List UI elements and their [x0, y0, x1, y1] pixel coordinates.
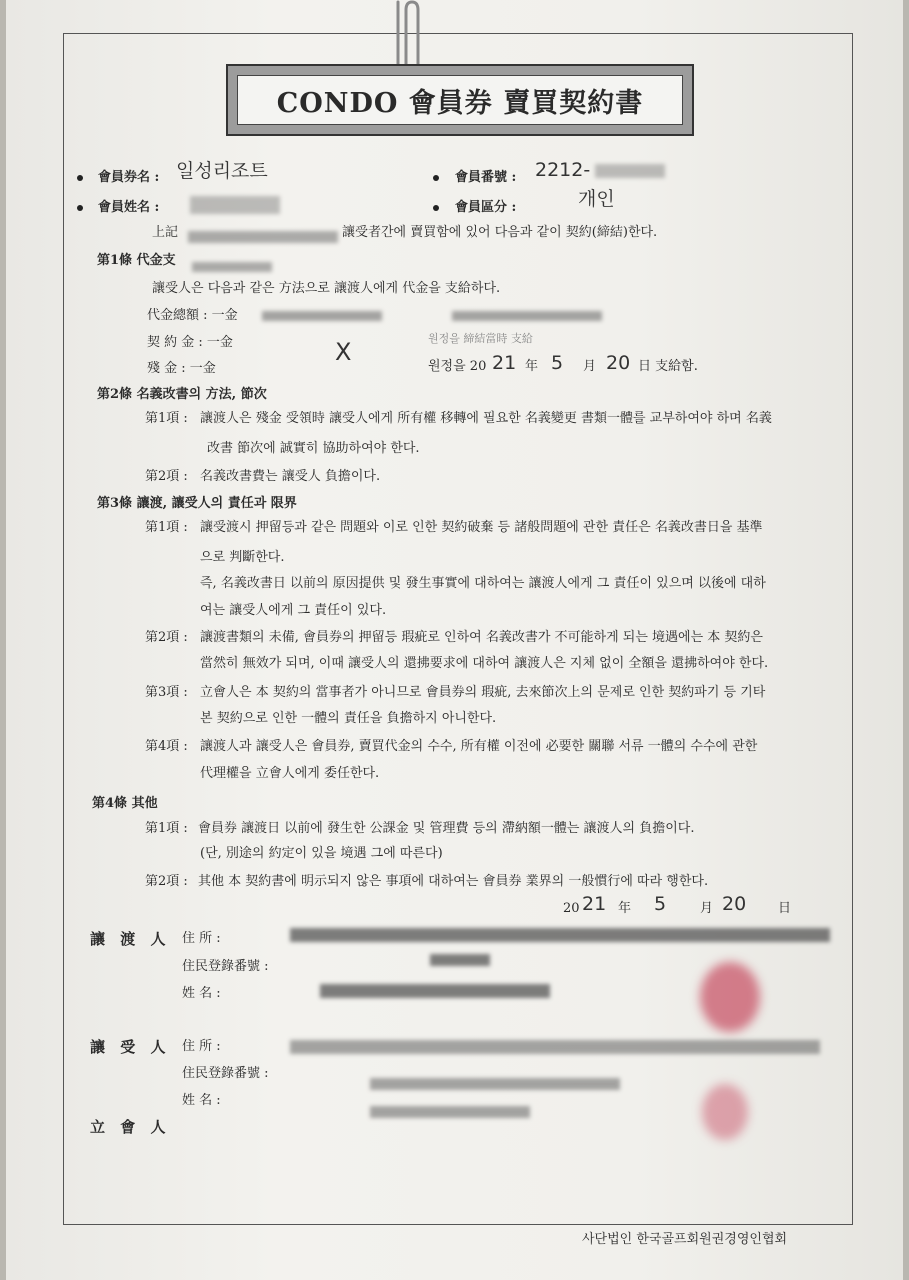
intro-text: 讓受者간에 賣買함에 있어 다음과 같이 契約(締結)한다. [342, 225, 658, 240]
date-year: 21 [582, 893, 607, 915]
balance-label: 殘 金 : 一金 [147, 361, 216, 376]
date-month-unit: 月 [700, 901, 714, 916]
article-1-text: 讓受人은 다음과 같은 方法으로 讓渡人에게 代金을 支給하다. [152, 281, 501, 296]
bullet-icon [77, 205, 83, 211]
buyer-name-label: 姓 名 : [182, 1093, 221, 1108]
seller-label: 讓 渡 人 [90, 930, 171, 948]
deposit-note: 원정을 締結當時 支給 [428, 332, 533, 345]
article-4-p1-line1: 會員券 讓渡日 以前에 發生한 公課金 및 管理費 등의 滯納額一體는 讓渡人의 負擔이다. [198, 821, 695, 836]
buyer-address-label: 住 所 : [182, 1039, 221, 1054]
document-title: CONDO 會員券 賣買契約書 [237, 75, 683, 125]
member-type-label: 會員區分 : [455, 200, 517, 215]
article-4-p1-label: 第1項 : [145, 821, 188, 836]
deposit-label: 契 約 金 : 一金 [147, 335, 233, 350]
title-box [226, 64, 694, 136]
article-3-p4-line2: 代理權을 立會人에게 委任한다. [200, 766, 380, 781]
seller-seal-icon [700, 962, 760, 1032]
buyer-label: 讓 受 人 [90, 1038, 171, 1056]
article-3-p2-line1: 讓渡書類의 未備, 會員券의 押留등 瑕疵로 인하여 名義改書가 不可能하게 되는 境遇에는 本 契約은 [200, 630, 763, 645]
witness-label: 立 會 人 [90, 1118, 171, 1136]
article-3-title: 第3條 讓渡, 讓受人의 責任과 限界 [97, 496, 297, 511]
article-3-p1-label: 第1項 : [145, 520, 188, 535]
article-3-p1-line2: 으로 判斷한다. [200, 550, 285, 565]
buyer-seal-icon [702, 1084, 748, 1140]
article-3-p4-label: 第4項 : [145, 739, 188, 754]
deposit-mark: X [335, 338, 352, 366]
balance-day-unit: 日 支給함. [638, 359, 698, 374]
holder-name-label: 會員姓名 : [98, 200, 160, 215]
issuer-footer: 사단법인 한국골프회원권경영인협회 [582, 1232, 788, 1247]
article-3-p2-label: 第2項 : [145, 630, 188, 645]
bullet-icon [77, 175, 83, 181]
article-2-p1-line1: 讓渡人은 殘金 受領時 讓受人에게 所有權 移轉에 필요한 名義變更 書類一體를 교부하여야 하며 名義 [200, 411, 772, 426]
bullet-icon [433, 205, 439, 211]
balance-text: 원정을 20 [428, 359, 487, 374]
date-day-unit: 日 [778, 901, 792, 916]
balance-month: 5 [551, 352, 564, 374]
article-3-p2-line2: 當然히 無效가 되며, 이때 讓受人의 還拂要求에 대하여 讓渡人은 지체 없이 全額을 還拂하여야 한다. [200, 656, 769, 671]
member-name-label: 會員券名 : [98, 170, 160, 185]
member-no-label: 會員番號 : [455, 170, 517, 185]
article-3-p1-line1: 讓受渡시 押留등과 같은 問題와 이로 인한 契約破棄 등 諸般問題에 관한 責任은 名義改書日을 基準 [200, 520, 763, 535]
article-3-p4-line1: 讓渡人과 讓受人은 會員券, 賣買代金의 수수, 所有權 이전에 必要한 關聯 서류 一體의 수수에 관한 [200, 739, 758, 754]
member-no-value: 2212- [535, 159, 591, 181]
intro-prefix: 上記 [152, 225, 179, 240]
article-2-p1-label: 第1項 : [145, 411, 188, 426]
article-3-p1-line3: 즉, 名義改書日 以前의 原因提供 및 發生事實에 대하여는 讓渡人에게 그 責任이 있으며 以後에 대하 [200, 576, 766, 591]
bullet-icon [433, 175, 439, 181]
article-2-p2-line1: 名義改書費는 讓受人 負擔이다. [200, 469, 381, 484]
balance-year: 21 [492, 352, 517, 374]
article-3-p1-line4: 여는 讓受人에게 그 責任이 있다. [200, 603, 387, 618]
date-prefix: 20 [563, 901, 580, 916]
member-name-value: 일성리조트 [176, 160, 268, 182]
member-type-value: 개인 [578, 188, 615, 210]
article-2-title: 第2條 名義改書의 方法, 節次 [97, 387, 267, 402]
article-4-p2-line1: 其他 本 契約書에 明示되지 않은 事項에 대하여는 會員券 業界의 一般慣行에 따라 행한다. [198, 874, 709, 889]
article-3-p3-label: 第3項 : [145, 685, 188, 700]
balance-day: 20 [606, 352, 631, 374]
balance-month-unit: 月 [583, 359, 597, 374]
article-1-title: 第1條 代金支 [97, 253, 176, 268]
article-3-p3-line2: 본 契約으로 인한 一體의 責任을 負擔하지 아니한다. [200, 711, 497, 726]
buyer-regno-label: 住民登錄番號 : [182, 1066, 269, 1081]
date-year-unit: 年 [618, 901, 632, 916]
article-3-p3-line1: 立會人은 本 契約의 當事者가 아니므로 會員券의 瑕疵, 去來節次上의 문제로 인한 契約파기 등 기타 [200, 685, 766, 700]
article-4-p1-line2: (단, 別途의 約定이 있을 境遇 그에 따른다) [200, 846, 443, 861]
balance-year-unit: 年 [525, 359, 539, 374]
article-2-p1-line2: 改書 節次에 誠實히 協助하여야 한다. [207, 441, 420, 456]
date-day: 20 [722, 893, 747, 915]
article-4-p2-label: 第2項 : [145, 874, 188, 889]
seller-regno-label: 住民登錄番號 : [182, 959, 269, 974]
article-2-p2-label: 第2項 : [145, 469, 188, 484]
seller-address-label: 住 所 : [182, 931, 221, 946]
total-amount-label: 代金總額 : 一金 [147, 308, 238, 323]
article-4-title: 第4條 其他 [92, 796, 158, 811]
seller-name-label: 姓 名 : [182, 986, 221, 1001]
date-month: 5 [654, 893, 667, 915]
